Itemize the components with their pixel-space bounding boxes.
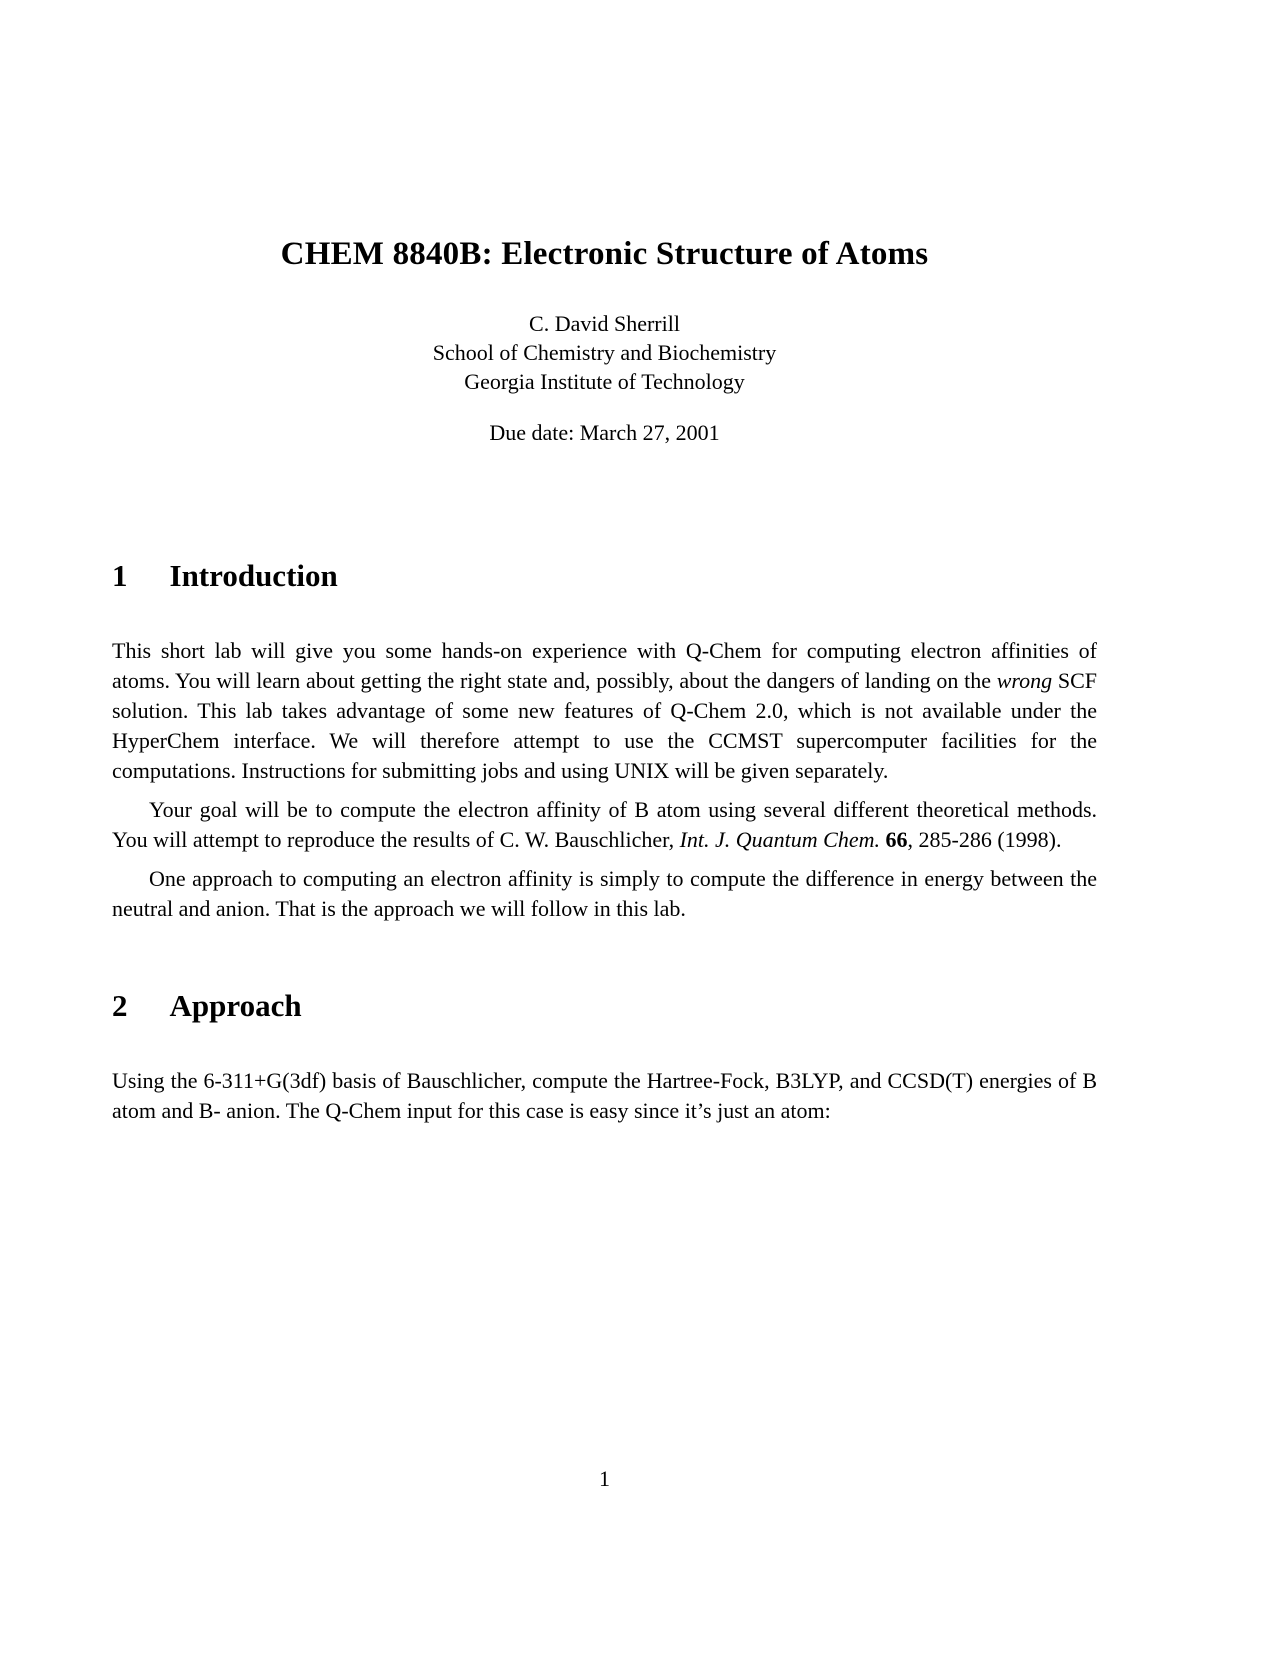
approach-paragraph-1: Using the 6-311+G(3df) basis of Bauschlicher, compute the Hartree-Fock, B3LYP, and CCSD(T) energies of B atom and B- anion. The Q-Chem input for this case is easy since it’s just an atom: bbox=[112, 1068, 1097, 1123]
section-2-number: 2 bbox=[112, 988, 128, 1023]
section-1-title: Introduction bbox=[169, 558, 338, 593]
author-block bbox=[112, 309, 1097, 396]
intro-paragraph-3: One approach to computing an electron affinity is simply to compute the difference in energy between the neutral and anion. That is the approach we will follow in this lab. bbox=[112, 866, 1097, 921]
intro-paragraph-1 bbox=[112, 636, 1097, 786]
citation-pages: , 285-286 (1998). bbox=[907, 827, 1062, 852]
affiliation-line-1: School of Chemistry and Biochemistry bbox=[432, 340, 777, 365]
text-block bbox=[112, 0, 1097, 1126]
section-1-number: 1 bbox=[112, 558, 128, 593]
intro-paragraph-2 bbox=[112, 795, 1097, 855]
section-2-heading bbox=[112, 988, 1097, 1024]
page-number: 1 bbox=[599, 1466, 610, 1491]
intro-paragraph-2-text: Your goal will be to compute the electron affinity of B atom using several different theoretical methods. You will attempt to reproduce the results of C. W. Bauschlicher, bbox=[112, 797, 1097, 852]
intro-paragraph-1-text-cont: SCF solution. This lab takes advantage of some new features of Q-Chem 2.0, which is not available under the HyperChem interface. We will therefore attempt to use the CCMST supercomputer facilities for the computations. Instructions for submitting jobs and using UNIX will be given separately. bbox=[112, 668, 1097, 783]
affiliation-line-2: Georgia Institute of Technology bbox=[464, 369, 745, 394]
page-title: CHEM 8840B: Electronic Structure of Atoms bbox=[280, 236, 929, 272]
intro-paragraph-1-text: This short lab will give you some hands-on experience with Q-Chem for computing electron affinities of atoms. You will learn about getting the right state and, possibly, about the dangers of landing on the bbox=[112, 638, 1097, 693]
due-date: Due date: March 27, 2001 bbox=[489, 420, 720, 445]
author-name: C. David Sherrill bbox=[529, 311, 680, 336]
citation-journal: Int. J. Quantum Chem. bbox=[679, 827, 880, 852]
section-1-heading bbox=[112, 558, 1097, 594]
emphasis-wrong: wrong bbox=[996, 668, 1053, 693]
citation-volume: 66 bbox=[885, 827, 908, 852]
section-2-title: Approach bbox=[169, 988, 302, 1023]
